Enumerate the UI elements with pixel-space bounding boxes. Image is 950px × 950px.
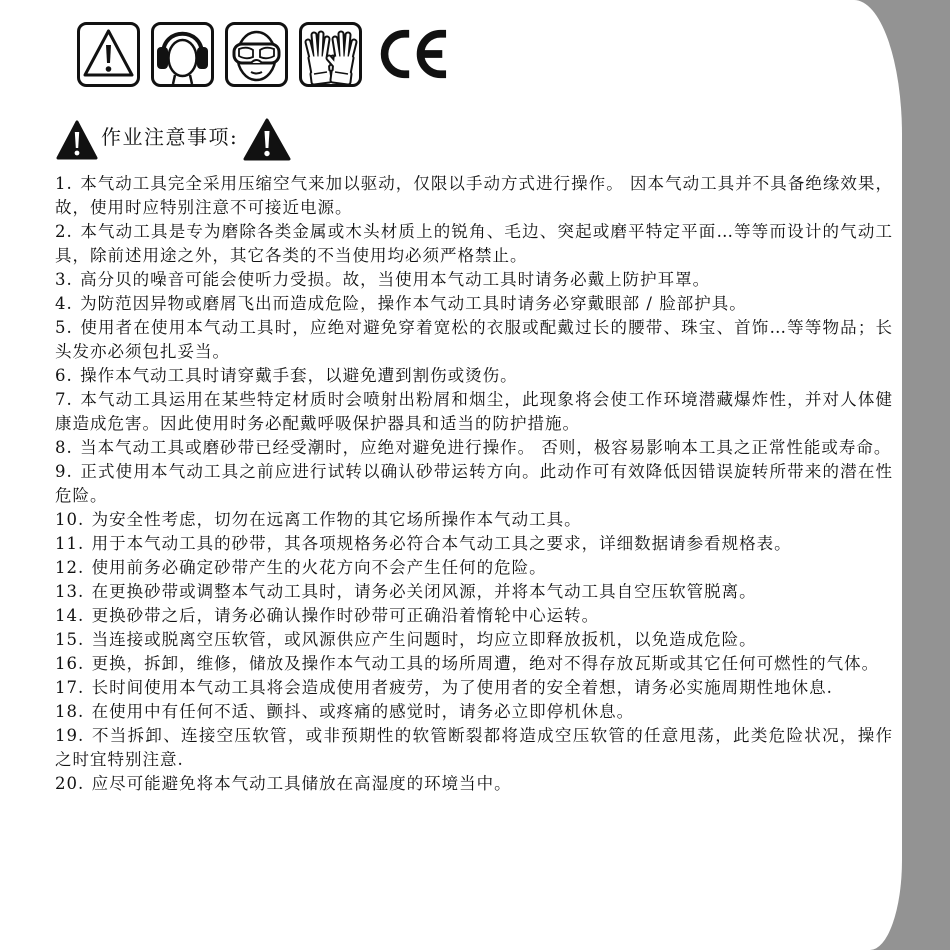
warning-triangle-icon [242, 117, 292, 162]
warning-icon [77, 22, 140, 87]
safety-instructions-list [55, 172, 893, 796]
item-number: 17. [55, 678, 85, 697]
list-item [55, 316, 893, 364]
item-number: 5. [55, 318, 73, 337]
item-number: 8. [55, 438, 73, 457]
list-item [55, 508, 893, 532]
item-text: 本气动工具运用在某些特定材质时会喷射出粉屑和烟尘，此现象将会使工作环境潜藏爆炸性，并对人体健康造成危害。因此使用时务必配戴呼吸保护器具和适当的防护措施。 [55, 390, 893, 433]
item-number: 1. [55, 174, 73, 193]
eye-protection-icon [225, 22, 288, 87]
item-number: 18. [55, 702, 85, 721]
safety-icon-row [0, 22, 500, 92]
item-text: 在更换砂带或调整本气动工具时，请务必关闭风源，并将本气动工具自空压软管脱离。 [91, 582, 757, 601]
item-number: 6. [55, 366, 73, 385]
item-text: 操作本气动工具时请穿戴手套，以避免遭到割伤或烫伤。 [80, 366, 518, 385]
item-number: 10. [55, 510, 85, 529]
item-number: 7. [55, 390, 73, 409]
item-number: 20. [55, 774, 85, 793]
item-number: 3. [55, 270, 73, 289]
list-item [55, 292, 893, 316]
list-item [55, 604, 893, 628]
item-text: 应尽可能避免将本气动工具储放在高湿度的环境当中。 [91, 774, 512, 793]
warning-triangle-icon [55, 119, 99, 161]
list-item [55, 556, 893, 580]
item-text: 在使用中有任何不适、颤抖、或疼痛的感觉时，请务必立即停机休息。 [91, 702, 635, 721]
gloves-icon [299, 22, 362, 87]
list-item [55, 772, 893, 796]
list-item [55, 220, 893, 268]
item-text: 用于本气动工具的砂带，其各项规格务必符合本气动工具之要求，详细数据请参看规格表。 [91, 534, 792, 553]
item-text: 更换砂带之后，请务必确认操作时砂带可正确沿着惰轮中心运转。 [91, 606, 600, 625]
item-number: 13. [55, 582, 85, 601]
list-item [55, 268, 893, 292]
item-text: 为防范因异物或磨屑飞出而造成危险，操作本气动工具时请务必穿戴眼部 / 脸部护具。 [80, 294, 747, 313]
item-number: 11. [55, 534, 85, 553]
list-item [55, 652, 893, 676]
item-text: 使用者在使用本气动工具时，应绝对避免穿着宽松的衣服或配戴过长的腰带、珠宝、首饰…等等物品；长头发亦必须包扎妥当。 [55, 318, 893, 361]
item-number: 16. [55, 654, 85, 673]
list-item [55, 676, 893, 700]
item-text: 本气动工具完全采用压缩空气来加以驱动，仅限以手动方式进行操作。 因本气动工具并不具备绝缘效果，故，使用时应特别注意不可接近电源。 [55, 174, 893, 217]
item-text: 当连接或脱离空压软管，或风源供应产生问题时，均应立即释放扳机，以免造成危险。 [91, 630, 757, 649]
list-item [55, 532, 893, 556]
item-text: 更换，拆卸，维修，储放及操作本气动工具的场所周遭，绝对不得存放瓦斯或其它任何可燃性的气体。 [91, 654, 880, 673]
item-number: 19. [55, 726, 85, 745]
item-number: 9. [55, 462, 73, 481]
item-text: 正式使用本气动工具之前应进行试转以确认砂带运转方向。此动作可有效降低因错误旋转所带来的潜在性危险。 [55, 462, 893, 505]
item-number: 12. [55, 558, 85, 577]
list-item [55, 724, 893, 772]
list-item [55, 700, 893, 724]
list-item [55, 580, 893, 604]
ce-mark-icon [377, 27, 447, 81]
item-text: 当本气动工具或磨砂带已经受潮时，应绝对避免进行操作。 否则，极容易影响本工具之正常性能或寿命。 [80, 438, 892, 457]
list-item [55, 172, 893, 220]
list-item [55, 388, 893, 436]
ear-protection-icon [151, 22, 214, 87]
item-text: 长时间使用本气动工具将会造成使用者疲劳，为了使用者的安全着想，请务必实施周期性地休息. [91, 678, 833, 697]
item-text: 高分贝的噪音可能会使听力受损。故，当使用本气动工具时请务必戴上防护耳罩。 [80, 270, 711, 289]
list-item [55, 364, 893, 388]
list-item [55, 436, 893, 460]
item-number: 14. [55, 606, 85, 625]
item-text: 本气动工具是专为磨除各类金属或木头材质上的锐角、毛边、突起或磨平特定平面…等等而设计的气动工具，除前述用途之外，其它各类的不当使用均必须严格禁止。 [55, 222, 893, 265]
item-number: 2. [55, 222, 73, 241]
item-text: 使用前务必确定砂带产生的火花方向不会产生任何的危险。 [91, 558, 547, 577]
item-number: 15. [55, 630, 85, 649]
item-text: 为安全性考虑，切勿在远离工作物的其它场所操作本气动工具。 [91, 510, 582, 529]
list-item [55, 628, 893, 652]
section-heading: 作业注意事项: [101, 125, 239, 149]
item-number: 4. [55, 294, 73, 313]
list-item [55, 460, 893, 508]
item-text: 不当拆卸、连接空压软管，或非预期性的软管断裂都将造成空压软管的任意甩荡，此类危险状况，操作之时宜特别注意. [55, 726, 893, 769]
